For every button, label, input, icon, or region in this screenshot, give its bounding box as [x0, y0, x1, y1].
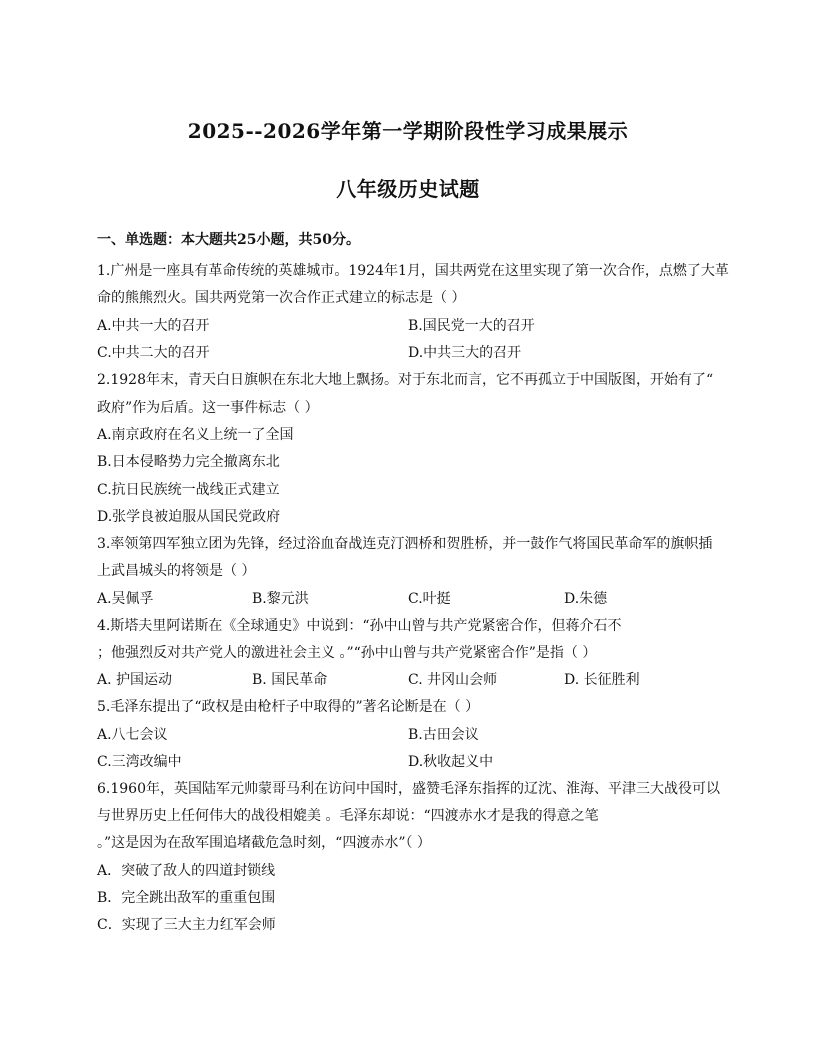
- question-4-option-c: C. 井冈山会师: [408, 672, 498, 688]
- question-4-option-d: D. 长征胜利: [564, 672, 640, 688]
- question-2-option-b: B.日本侵略势力完全撤离东北: [97, 454, 280, 470]
- question-3-stem-line-1: 3.率领第四军独立团为先锋，经过浴血奋战连克汀泗桥和贺胜桥，并一鼓作气将国民革命军的旗帜插: [97, 536, 713, 552]
- question-4-stem-line-1: 4.斯塔夫里阿诺斯在《全球通史》中说到：“孙中山曾与共产党紧密合作，但蒋介石不: [97, 618, 622, 634]
- question-1-option-a: A.中共一大的召开: [97, 318, 210, 334]
- question-2-option-d: D.张学良被迫服从国民党政府: [97, 509, 281, 525]
- question-5-option-c: C.三湾改编中: [97, 754, 182, 770]
- question-1-stem-line-2: 命的熊熊烈火。国共两党第一次合作正式建立的标志是（ ）: [97, 290, 466, 306]
- question-2-option-a: A.南京政府在名义上统一了全国: [97, 427, 294, 443]
- question-2-stem-line-2: 政府”作为后盾。这一事件标志（ ）: [97, 400, 319, 416]
- question-1-option-b: B.国民党一大的召开: [408, 318, 535, 334]
- question-5-stem-line-1: 5.毛泽东提出了“政权是由枪杆子中取得的”著名论断是在（ ）: [97, 699, 480, 715]
- question-3-stem-line-2: 上武昌城头的将领是（ ）: [97, 563, 256, 579]
- question-4-option-a: A. 护国运动: [97, 672, 173, 688]
- question-3-option-b: B.黎元洪: [252, 591, 309, 607]
- question-6-option-c: C．实现了三大主力红军会师: [97, 917, 276, 933]
- question-5-option-a: A.八七会议: [97, 727, 168, 743]
- question-6-stem-line-2: 与世界历史上任何伟大的战役相媲美 。毛泽东却说：“四渡赤水才是我的得意之笔: [97, 808, 599, 824]
- question-6-stem-line-1: 6.1960年，英国陆军元帅蒙哥马利在访问中国时，盛赞毛泽东指挥的辽沈、淮海、平津三大战役可以: [97, 781, 720, 797]
- question-6-stem-line-3: 。”这是因为在敌军围追堵截危急时刻，“四渡赤水”（ ）: [97, 835, 431, 851]
- exam-title: 2025--2026学年第一学期阶段性学习成果展示: [187, 119, 629, 143]
- exam-subtitle: 八年级历史试题: [336, 177, 480, 201]
- question-5-option-d: D.秋收起义中: [408, 754, 494, 770]
- question-3-option-a: A.吴佩孚: [97, 591, 154, 607]
- question-1-option-c: C.中共二大的召开: [97, 345, 210, 361]
- section-heading: 一、单选题：本大题共25小题，共50分。: [97, 232, 360, 248]
- question-6-option-b: B．完全跳出敌军的重重包围: [97, 890, 276, 906]
- question-1-stem-line-1: 1.广州是一座具有革命传统的英雄城市。1924年1月，国共两党在这里实现了第一次合作，点燃了大革: [97, 263, 729, 279]
- question-6-option-a: A．突破了敌人的四道封锁线: [97, 863, 276, 879]
- question-2-option-c: C.抗日民族统一战线正式建立: [97, 482, 280, 498]
- question-2-stem-line-1: 2.1928年末，青天白日旗帜在东北大地上飘扬。对于东北而言，它不再孤立于中国版图，开始有了“: [97, 372, 714, 388]
- question-4-stem-line-2: ；他强烈反对共产党人的激进社会主义 。”“孙中山曾与共产党紧密合作”是指（ ）: [97, 645, 597, 661]
- question-3-option-d: D.朱德: [564, 591, 608, 607]
- question-1-option-d: D.中共三大的召开: [408, 345, 522, 361]
- question-5-option-b: B.古田会议: [408, 727, 479, 743]
- question-3-option-c: C.叶挺: [408, 591, 451, 607]
- question-4-option-b: B. 国民革命: [252, 672, 328, 688]
